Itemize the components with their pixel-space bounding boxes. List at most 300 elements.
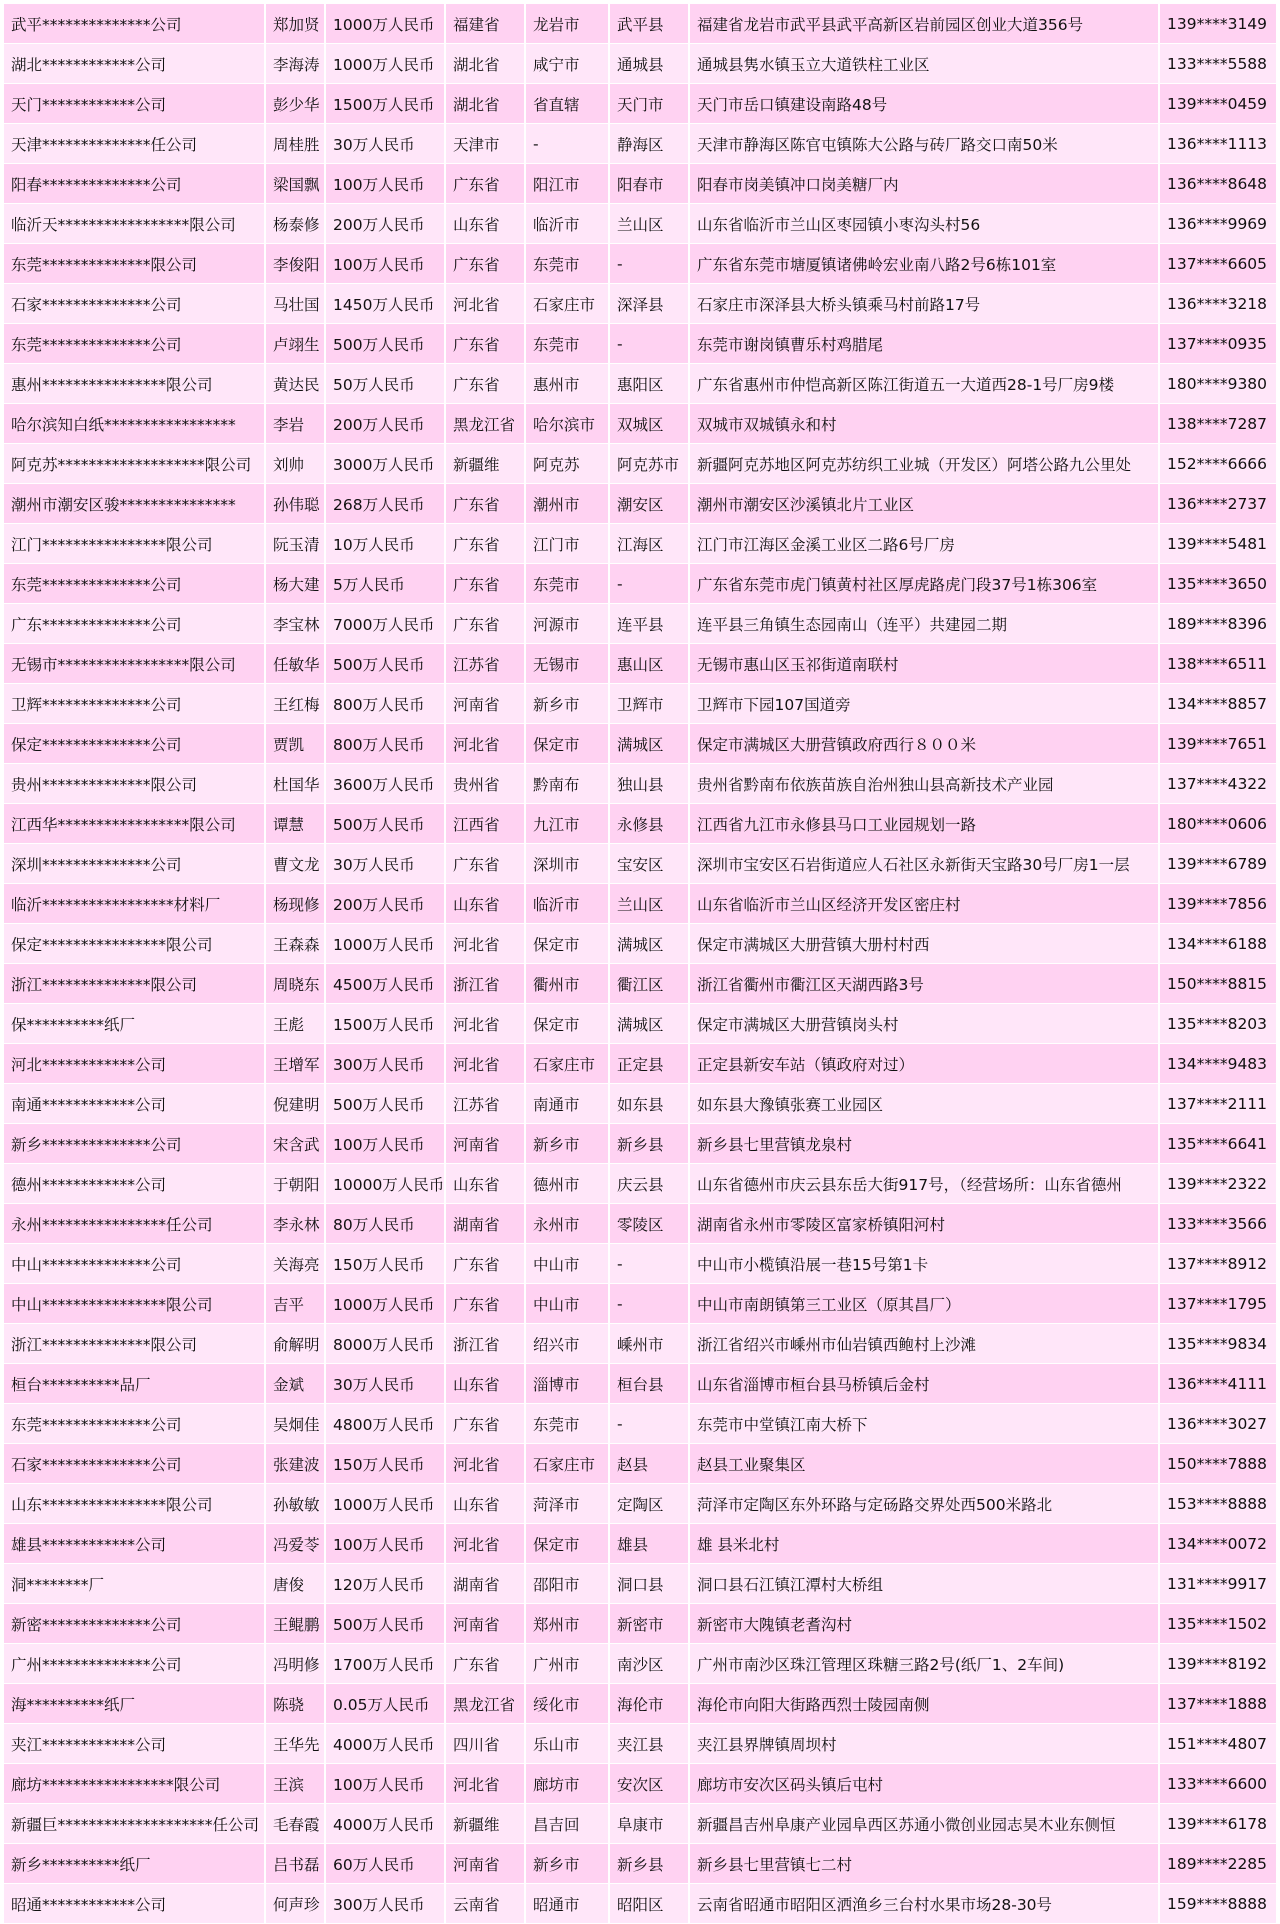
city-cell: 永州市 bbox=[526, 1204, 610, 1243]
city-cell: 新乡市 bbox=[526, 1124, 610, 1163]
province-cell: 广东省 bbox=[446, 564, 526, 603]
registered-capital-cell: 300万人民币 bbox=[326, 1044, 446, 1083]
company-name-cell: 雄县************公司 bbox=[4, 1524, 266, 1563]
legal-rep-cell: 关海亮 bbox=[266, 1244, 326, 1283]
city-cell: 临沂市 bbox=[526, 204, 610, 243]
company-name-cell: 中山****************限公司 bbox=[4, 1284, 266, 1323]
phone-cell: 135****8203 bbox=[1167, 1014, 1268, 1033]
address-cell: 潮州市潮安区沙溪镇北片工业区 bbox=[690, 484, 1160, 523]
district-cell: 潮安区 bbox=[610, 484, 690, 523]
city-cell: 深圳市 bbox=[526, 844, 610, 883]
city-cell: 河源市 bbox=[526, 604, 610, 643]
table-row bbox=[4, 1284, 1276, 1324]
registered-capital-cell: 50万人民币 bbox=[326, 364, 446, 403]
city-cell: 广州市 bbox=[526, 1644, 610, 1683]
legal-rep-cell: 李海涛 bbox=[266, 44, 326, 83]
city-cell: 新乡市 bbox=[526, 684, 610, 723]
table-row bbox=[4, 1644, 1276, 1684]
city-cell: 郑州市 bbox=[526, 1604, 610, 1643]
legal-rep-cell: 周桂胜 bbox=[266, 124, 326, 163]
province-cell: 河北省 bbox=[446, 1004, 526, 1043]
address-cell: 东莞市谢岗镇曹乐村鸡腊尾 bbox=[690, 324, 1160, 363]
company-name-cell: 中山**************公司 bbox=[4, 1244, 266, 1283]
legal-rep-cell: 马壮国 bbox=[266, 284, 326, 323]
province-cell: 福建省 bbox=[446, 4, 526, 43]
table-row bbox=[4, 324, 1276, 364]
city-cell: 咸宁市 bbox=[526, 44, 610, 83]
province-cell: 河北省 bbox=[446, 1524, 526, 1563]
address-cell: 江西省九江市永修县马口工业园规划一路 bbox=[690, 804, 1160, 843]
legal-rep-cell: 王鲲鹏 bbox=[266, 1604, 326, 1643]
city-cell: 潮州市 bbox=[526, 484, 610, 523]
address-cell: 浙江省绍兴市嵊州市仙岩镇西鲍村上沙滩 bbox=[690, 1324, 1160, 1363]
table-row bbox=[4, 1124, 1276, 1164]
phone-cell: 134****9483 bbox=[1167, 1054, 1268, 1073]
province-cell: 江苏省 bbox=[446, 1084, 526, 1123]
table-row bbox=[4, 1764, 1276, 1804]
address-cell: 浙江省衢州市衢江区天湖西路3号 bbox=[690, 964, 1160, 1003]
province-cell: 广东省 bbox=[446, 524, 526, 563]
province-cell: 江苏省 bbox=[446, 644, 526, 683]
district-cell: 嵊州市 bbox=[610, 1324, 690, 1363]
table-row bbox=[4, 244, 1276, 284]
province-cell: 四川省 bbox=[446, 1724, 526, 1763]
legal-rep-cell: 李永林 bbox=[266, 1204, 326, 1243]
legal-rep-cell: 王森森 bbox=[266, 924, 326, 963]
registered-capital-cell: 500万人民币 bbox=[326, 324, 446, 363]
table-row bbox=[4, 1524, 1276, 1564]
company-name-cell: 廊坊*****************限公司 bbox=[4, 1764, 266, 1803]
company-name-cell: 新疆巨********************任公司 bbox=[4, 1804, 266, 1843]
address-cell: 通城县隽水镇玉立大道铁柱工业区 bbox=[690, 44, 1160, 83]
registered-capital-cell: 3000万人民币 bbox=[326, 444, 446, 483]
table-row bbox=[4, 484, 1276, 524]
district-cell: 深泽县 bbox=[610, 284, 690, 323]
company-name-cell: 天津**************任公司 bbox=[4, 124, 266, 163]
province-cell: 贵州省 bbox=[446, 764, 526, 803]
province-cell: 广东省 bbox=[446, 1244, 526, 1283]
address-cell: 保定市满城区大册营镇岗头村 bbox=[690, 1004, 1160, 1043]
legal-rep-cell: 吕书磊 bbox=[266, 1844, 326, 1883]
city-cell: 昭通市 bbox=[526, 1884, 610, 1923]
district-cell: 兰山区 bbox=[610, 884, 690, 923]
legal-rep-cell: 黄达民 bbox=[266, 364, 326, 403]
phone-cell: 137****1888 bbox=[1167, 1694, 1268, 1713]
legal-rep-cell: 阮玉清 bbox=[266, 524, 326, 563]
city-cell: 临沂市 bbox=[526, 884, 610, 923]
legal-rep-cell: 李宝林 bbox=[266, 604, 326, 643]
company-name-cell: 昭通************公司 bbox=[4, 1884, 266, 1923]
table-row bbox=[4, 1804, 1276, 1844]
province-cell: 河南省 bbox=[446, 1844, 526, 1883]
legal-rep-cell: 李岩 bbox=[266, 404, 326, 443]
province-cell: 河北省 bbox=[446, 1444, 526, 1483]
province-cell: 浙江省 bbox=[446, 1324, 526, 1363]
phone-cell: 135****3650 bbox=[1167, 574, 1268, 593]
table-row bbox=[4, 724, 1276, 764]
phone-cell: 136****2737 bbox=[1167, 494, 1268, 513]
phone-cell: 136****9969 bbox=[1167, 214, 1268, 233]
legal-rep-cell: 曹文龙 bbox=[266, 844, 326, 883]
registered-capital-cell: 800万人民币 bbox=[326, 684, 446, 723]
table-row bbox=[4, 604, 1276, 644]
district-cell: 连平县 bbox=[610, 604, 690, 643]
city-cell: 德州市 bbox=[526, 1164, 610, 1203]
company-name-cell: 新乡**********纸厂 bbox=[4, 1844, 266, 1883]
province-cell: 广东省 bbox=[446, 364, 526, 403]
registered-capital-cell: 5万人民币 bbox=[326, 564, 446, 603]
phone-cell: 159****8888 bbox=[1167, 1894, 1268, 1913]
registered-capital-cell: 200万人民币 bbox=[326, 884, 446, 923]
table-row bbox=[4, 1564, 1276, 1604]
district-cell: 如东县 bbox=[610, 1084, 690, 1123]
address-cell: 保定市满城区大册营镇政府西行８００米 bbox=[690, 724, 1160, 763]
table-row bbox=[4, 1724, 1276, 1764]
legal-rep-cell: 于朝阳 bbox=[266, 1164, 326, 1203]
legal-rep-cell: 任敏华 bbox=[266, 644, 326, 683]
city-cell: 新乡市 bbox=[526, 1844, 610, 1883]
province-cell: 广东省 bbox=[446, 324, 526, 363]
legal-rep-cell: 何声珍 bbox=[266, 1884, 326, 1923]
district-cell: 安次区 bbox=[610, 1764, 690, 1803]
city-cell: 保定市 bbox=[526, 1524, 610, 1563]
district-cell: - bbox=[610, 324, 690, 363]
registered-capital-cell: 100万人民币 bbox=[326, 244, 446, 283]
phone-cell: 137****6605 bbox=[1167, 254, 1268, 273]
registered-capital-cell: 100万人民币 bbox=[326, 164, 446, 203]
company-name-cell: 新乡**************公司 bbox=[4, 1124, 266, 1163]
province-cell: 河北省 bbox=[446, 724, 526, 763]
table-row bbox=[4, 1404, 1276, 1444]
phone-cell: 133****6600 bbox=[1167, 1774, 1268, 1793]
company-name-cell: 河北************公司 bbox=[4, 1044, 266, 1083]
registered-capital-cell: 100万人民币 bbox=[326, 1124, 446, 1163]
province-cell: 广东省 bbox=[446, 1644, 526, 1683]
registered-capital-cell: 1000万人民币 bbox=[326, 924, 446, 963]
district-cell: 新密市 bbox=[610, 1604, 690, 1643]
legal-rep-cell: 唐俊 bbox=[266, 1564, 326, 1603]
address-cell: 山东省淄博市桓台县马桥镇后金村 bbox=[690, 1364, 1160, 1403]
legal-rep-cell: 李俊阳 bbox=[266, 244, 326, 283]
legal-rep-cell: 王彪 bbox=[266, 1004, 326, 1043]
city-cell: 中山市 bbox=[526, 1244, 610, 1283]
legal-rep-cell: 杜国华 bbox=[266, 764, 326, 803]
province-cell: 河北省 bbox=[446, 1764, 526, 1803]
table-row bbox=[4, 1084, 1276, 1124]
province-cell: 广东省 bbox=[446, 164, 526, 203]
province-cell: 河南省 bbox=[446, 684, 526, 723]
district-cell: 静海区 bbox=[610, 124, 690, 163]
city-cell: 石家庄市 bbox=[526, 1444, 610, 1483]
table-row bbox=[4, 764, 1276, 804]
table-row bbox=[4, 1844, 1276, 1884]
district-cell: 惠阳区 bbox=[610, 364, 690, 403]
registered-capital-cell: 30万人民币 bbox=[326, 124, 446, 163]
district-cell: 衢江区 bbox=[610, 964, 690, 1003]
registered-capital-cell: 120万人民币 bbox=[326, 1564, 446, 1603]
city-cell: 无锡市 bbox=[526, 644, 610, 683]
province-cell: 云南省 bbox=[446, 1884, 526, 1923]
phone-cell: 137****0935 bbox=[1167, 334, 1268, 353]
table-row bbox=[4, 524, 1276, 564]
district-cell: 桓台县 bbox=[610, 1364, 690, 1403]
registered-capital-cell: 30万人民币 bbox=[326, 844, 446, 883]
registered-capital-cell: 4000万人民币 bbox=[326, 1724, 446, 1763]
company-name-cell: 潮州市潮安区骏*************** bbox=[4, 484, 266, 523]
company-name-cell: 临沂*****************材料厂 bbox=[4, 884, 266, 923]
legal-rep-cell: 张建波 bbox=[266, 1444, 326, 1483]
legal-rep-cell: 倪建明 bbox=[266, 1084, 326, 1123]
province-cell: 天津市 bbox=[446, 124, 526, 163]
phone-cell: 153****8888 bbox=[1167, 1494, 1268, 1513]
registered-capital-cell: 200万人民币 bbox=[326, 404, 446, 443]
province-cell: 广东省 bbox=[446, 844, 526, 883]
city-cell: 哈尔滨市 bbox=[526, 404, 610, 443]
table-row bbox=[4, 644, 1276, 684]
table-row bbox=[4, 1004, 1276, 1044]
phone-cell: 139****6789 bbox=[1167, 854, 1268, 873]
phone-cell: 136****3218 bbox=[1167, 294, 1268, 313]
registered-capital-cell: 0.05万人民币 bbox=[326, 1684, 446, 1723]
registered-capital-cell: 30万人民币 bbox=[326, 1364, 446, 1403]
city-cell: 绥化市 bbox=[526, 1684, 610, 1723]
table-row bbox=[4, 1044, 1276, 1084]
company-name-cell: 南通************公司 bbox=[4, 1084, 266, 1123]
province-cell: 河南省 bbox=[446, 1604, 526, 1643]
legal-rep-cell: 周晓东 bbox=[266, 964, 326, 1003]
city-cell: 邵阳市 bbox=[526, 1564, 610, 1603]
address-cell: 新乡县七里营镇龙泉村 bbox=[690, 1124, 1160, 1163]
registered-capital-cell: 800万人民币 bbox=[326, 724, 446, 763]
province-cell: 湖南省 bbox=[446, 1204, 526, 1243]
phone-cell: 139****6178 bbox=[1167, 1814, 1268, 1833]
company-name-cell: 江门****************限公司 bbox=[4, 524, 266, 563]
table-row bbox=[4, 1604, 1276, 1644]
city-cell: 省直辖 bbox=[526, 84, 610, 123]
company-name-cell: 德州************公司 bbox=[4, 1164, 266, 1203]
registered-capital-cell: 1000万人民币 bbox=[326, 44, 446, 83]
company-name-cell: 桓台**********品厂 bbox=[4, 1364, 266, 1403]
company-name-cell: 保**********纸厂 bbox=[4, 1004, 266, 1043]
registered-capital-cell: 10万人民币 bbox=[326, 524, 446, 563]
city-cell: 九江市 bbox=[526, 804, 610, 843]
city-cell: - bbox=[526, 124, 610, 163]
registered-capital-cell: 100万人民币 bbox=[326, 1524, 446, 1563]
table-row bbox=[4, 1484, 1276, 1524]
legal-rep-cell: 王红梅 bbox=[266, 684, 326, 723]
table-row bbox=[4, 1204, 1276, 1244]
address-cell: 深圳市宝安区石岩街道应人石社区永新街天宝路30号厂房1一层 bbox=[690, 844, 1160, 883]
company-name-cell: 广州**************公司 bbox=[4, 1644, 266, 1683]
registered-capital-cell: 80万人民币 bbox=[326, 1204, 446, 1243]
district-cell: - bbox=[610, 244, 690, 283]
registered-capital-cell: 1000万人民币 bbox=[326, 1484, 446, 1523]
province-cell: 新疆维 bbox=[446, 444, 526, 483]
city-cell: 保定市 bbox=[526, 924, 610, 963]
company-name-cell: 东莞**************公司 bbox=[4, 324, 266, 363]
phone-cell: 137****8912 bbox=[1167, 1254, 1268, 1273]
table-row bbox=[4, 284, 1276, 324]
phone-cell: 150****8815 bbox=[1167, 974, 1268, 993]
province-cell: 河南省 bbox=[446, 1124, 526, 1163]
registered-capital-cell: 4000万人民币 bbox=[326, 1804, 446, 1843]
address-cell: 天门市岳口镇建设南路48号 bbox=[690, 84, 1160, 123]
city-cell: 保定市 bbox=[526, 724, 610, 763]
province-cell: 山东省 bbox=[446, 884, 526, 923]
registered-capital-cell: 3600万人民币 bbox=[326, 764, 446, 803]
address-cell: 湖南省永州市零陵区富家桥镇阳河村 bbox=[690, 1204, 1160, 1243]
registered-capital-cell: 500万人民币 bbox=[326, 804, 446, 843]
city-cell: 昌吉回 bbox=[526, 1804, 610, 1843]
province-cell: 广东省 bbox=[446, 484, 526, 523]
district-cell: - bbox=[610, 1404, 690, 1443]
registered-capital-cell: 1000万人民币 bbox=[326, 4, 446, 43]
table-row bbox=[4, 444, 1276, 484]
registered-capital-cell: 200万人民币 bbox=[326, 204, 446, 243]
table-row bbox=[4, 1164, 1276, 1204]
phone-cell: 150****7888 bbox=[1167, 1454, 1268, 1473]
legal-rep-cell: 毛春霞 bbox=[266, 1804, 326, 1843]
district-cell: 新乡县 bbox=[610, 1124, 690, 1163]
district-cell: 南沙区 bbox=[610, 1644, 690, 1683]
legal-rep-cell: 杨现修 bbox=[266, 884, 326, 923]
province-cell: 黑龙江省 bbox=[446, 404, 526, 443]
phone-cell: 139****8192 bbox=[1167, 1654, 1268, 1673]
address-cell: 卫辉市下园107国道旁 bbox=[690, 684, 1160, 723]
address-cell: 江门市江海区金溪工业区二路6号厂房 bbox=[690, 524, 1160, 563]
city-cell: 菏泽市 bbox=[526, 1484, 610, 1523]
legal-rep-cell: 卢翊生 bbox=[266, 324, 326, 363]
legal-rep-cell: 金斌 bbox=[266, 1364, 326, 1403]
company-name-cell: 无锡市*****************限公司 bbox=[4, 644, 266, 683]
district-cell: 定陶区 bbox=[610, 1484, 690, 1523]
registered-capital-cell: 7000万人民币 bbox=[326, 604, 446, 643]
phone-cell: 139****3149 bbox=[1167, 14, 1268, 33]
table-row bbox=[4, 124, 1276, 164]
address-cell: 海伦市向阳大街路西烈士陵园南侧 bbox=[690, 1684, 1160, 1723]
legal-rep-cell: 俞解明 bbox=[266, 1324, 326, 1363]
phone-cell: 134****0072 bbox=[1167, 1534, 1268, 1553]
registered-capital-cell: 268万人民币 bbox=[326, 484, 446, 523]
phone-cell: 135****6641 bbox=[1167, 1134, 1268, 1153]
registered-capital-cell: 100万人民币 bbox=[326, 1764, 446, 1803]
district-cell: 夹江县 bbox=[610, 1724, 690, 1763]
company-name-cell: 洞********厂 bbox=[4, 1564, 266, 1603]
district-cell: 独山县 bbox=[610, 764, 690, 803]
phone-cell: 139****0459 bbox=[1167, 94, 1268, 113]
district-cell: 满城区 bbox=[610, 924, 690, 963]
company-name-cell: 东莞**************公司 bbox=[4, 564, 266, 603]
province-cell: 湖北省 bbox=[446, 84, 526, 123]
table-row bbox=[4, 4, 1276, 44]
registered-capital-cell: 500万人民币 bbox=[326, 644, 446, 683]
province-cell: 黑龙江省 bbox=[446, 1684, 526, 1723]
company-name-cell: 哈尔滨知白纸***************** bbox=[4, 404, 266, 443]
district-cell: 阳春市 bbox=[610, 164, 690, 203]
district-cell: 宝安区 bbox=[610, 844, 690, 883]
company-name-cell: 阳春**************公司 bbox=[4, 164, 266, 203]
company-name-cell: 阿克苏*******************限公司 bbox=[4, 444, 266, 483]
phone-cell: 136****1113 bbox=[1167, 134, 1268, 153]
address-cell: 新乡县七里营镇七二村 bbox=[690, 1844, 1160, 1883]
table-row bbox=[4, 364, 1276, 404]
phone-cell: 135****1502 bbox=[1167, 1614, 1268, 1633]
legal-rep-cell: 谭慧 bbox=[266, 804, 326, 843]
district-cell: - bbox=[610, 1244, 690, 1283]
company-name-cell: 永州****************任公司 bbox=[4, 1204, 266, 1243]
table-row bbox=[4, 1684, 1276, 1724]
address-cell: 新密市大隗镇老耆沟村 bbox=[690, 1604, 1160, 1643]
phone-cell: 134****6188 bbox=[1167, 934, 1268, 953]
phone-cell: 139****7651 bbox=[1167, 734, 1268, 753]
city-cell: 南通市 bbox=[526, 1084, 610, 1123]
table-row bbox=[4, 1884, 1276, 1924]
phone-cell: 152****6666 bbox=[1167, 454, 1268, 473]
city-cell: 衢州市 bbox=[526, 964, 610, 1003]
address-cell: 连平县三角镇生态园南山（连平）共建园二期 bbox=[690, 604, 1160, 643]
city-cell: 惠州市 bbox=[526, 364, 610, 403]
company-name-cell: 惠州****************限公司 bbox=[4, 364, 266, 403]
address-cell: 菏泽市定陶区东外环路与定砀路交界处西500米路北 bbox=[690, 1484, 1160, 1523]
city-cell: 阳江市 bbox=[526, 164, 610, 203]
district-cell: 双城区 bbox=[610, 404, 690, 443]
phone-cell: 189****8396 bbox=[1167, 614, 1268, 633]
phone-cell: 134****8857 bbox=[1167, 694, 1268, 713]
city-cell: 东莞市 bbox=[526, 1404, 610, 1443]
city-cell: 东莞市 bbox=[526, 564, 610, 603]
table-row bbox=[4, 164, 1276, 204]
province-cell: 广东省 bbox=[446, 1284, 526, 1323]
company-name-cell: 石家**************公司 bbox=[4, 1444, 266, 1483]
address-cell: 广东省惠州市仲恺高新区陈江街道五一大道西28-1号厂房9楼 bbox=[690, 364, 1160, 403]
address-cell: 天津市静海区陈官屯镇陈大公路与砖厂路交口南50米 bbox=[690, 124, 1160, 163]
district-cell: 惠山区 bbox=[610, 644, 690, 683]
district-cell: 昭阳区 bbox=[610, 1884, 690, 1923]
company-name-cell: 浙江**************限公司 bbox=[4, 964, 266, 1003]
company-name-cell: 浙江**************限公司 bbox=[4, 1324, 266, 1363]
district-cell: 通城县 bbox=[610, 44, 690, 83]
registered-capital-cell: 4800万人民币 bbox=[326, 1404, 446, 1443]
district-cell: 武平县 bbox=[610, 4, 690, 43]
company-name-cell: 东莞**************限公司 bbox=[4, 244, 266, 283]
company-name-cell: 新密**************公司 bbox=[4, 1604, 266, 1643]
district-cell: 阿克苏市 bbox=[610, 444, 690, 483]
address-cell: 山东省临沂市兰山区枣园镇小枣沟头村56 bbox=[690, 204, 1160, 243]
phone-cell: 138****7287 bbox=[1167, 414, 1268, 433]
legal-rep-cell: 冯明修 bbox=[266, 1644, 326, 1683]
address-cell: 双城市双城镇永和村 bbox=[690, 404, 1160, 443]
address-cell: 中山市小榄镇沿展一巷15号第1卡 bbox=[690, 1244, 1160, 1283]
district-cell: - bbox=[610, 1284, 690, 1323]
province-cell: 广东省 bbox=[446, 244, 526, 283]
phone-cell: 136****4111 bbox=[1167, 1374, 1268, 1393]
table-row bbox=[4, 404, 1276, 444]
address-cell: 福建省龙岩市武平县武平高新区岩前园区创业大道356号 bbox=[690, 4, 1160, 43]
registered-capital-cell: 150万人民币 bbox=[326, 1244, 446, 1283]
city-cell: 黔南布 bbox=[526, 764, 610, 803]
legal-rep-cell: 吉平 bbox=[266, 1284, 326, 1323]
address-cell: 洞口县石江镇江潭村大桥组 bbox=[690, 1564, 1160, 1603]
province-cell: 广东省 bbox=[446, 1404, 526, 1443]
table-row bbox=[4, 564, 1276, 604]
phone-cell: 137****2111 bbox=[1167, 1094, 1268, 1113]
registered-capital-cell: 1000万人民币 bbox=[326, 1284, 446, 1323]
address-cell: 正定县新安车站（镇政府对过） bbox=[690, 1044, 1160, 1083]
company-table bbox=[4, 4, 1276, 1924]
registered-capital-cell: 4500万人民币 bbox=[326, 964, 446, 1003]
province-cell: 山东省 bbox=[446, 204, 526, 243]
phone-cell: 180****9380 bbox=[1167, 374, 1268, 393]
